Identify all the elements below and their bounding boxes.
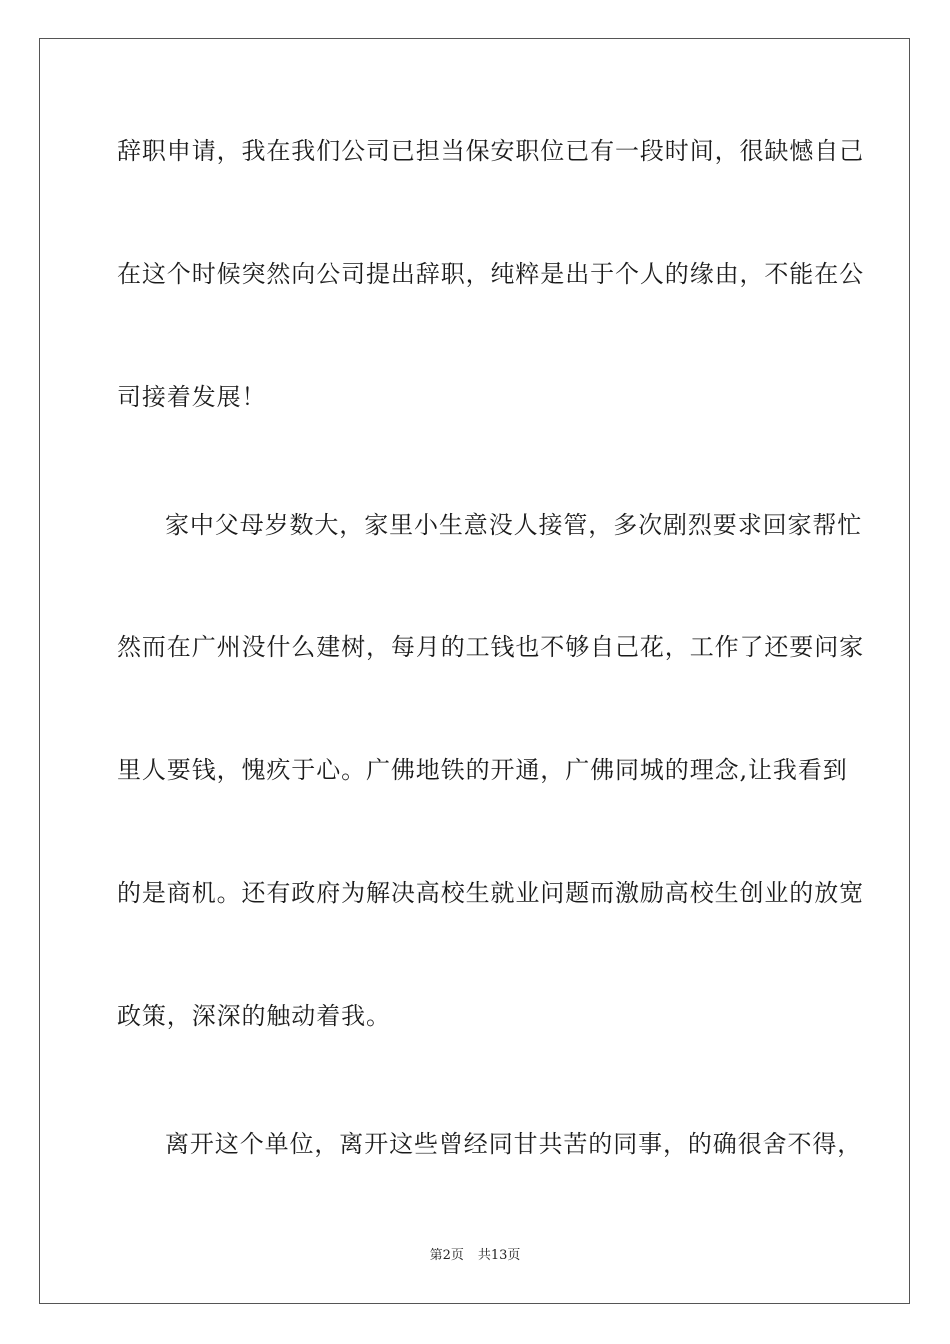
text-line: 政策，深深的触动着我。: [117, 1002, 391, 1030]
page-total: 共13页: [477, 1248, 521, 1263]
text-line: 然而在广州没什么建树，每月的工钱也不够自己花，工作了还要问家: [117, 633, 864, 661]
paragraph-first-line: 离开这个单位，离开这些曾经同甘共苦的同事，的确很舍不得，: [165, 1130, 863, 1158]
paragraph-first-line: 家中父母岁数大，家里小生意没人接管，多次剧烈要求回家帮忙: [165, 511, 863, 539]
text-line: 在这个时候突然向公司提出辞职，纯粹是出于个人的缘由，不能在公: [117, 260, 864, 288]
text-line: 的是商机。还有政府为解决高校生就业问题而激励高校生创业的放宽: [117, 879, 864, 907]
text-line: 辞职申请，我在我们公司已担当保安职位已有一段时间，很缺憾自己: [117, 137, 864, 165]
text-line: 里人要钱，愧疚于心。广佛地铁的开通，广佛同城的理念,让我看到: [117, 756, 848, 784]
page-border: [39, 38, 910, 1304]
page-number: 第2页: [429, 1248, 464, 1263]
page-footer: [0, 1248, 950, 1264]
text-line: 司接着发展！: [117, 383, 267, 411]
